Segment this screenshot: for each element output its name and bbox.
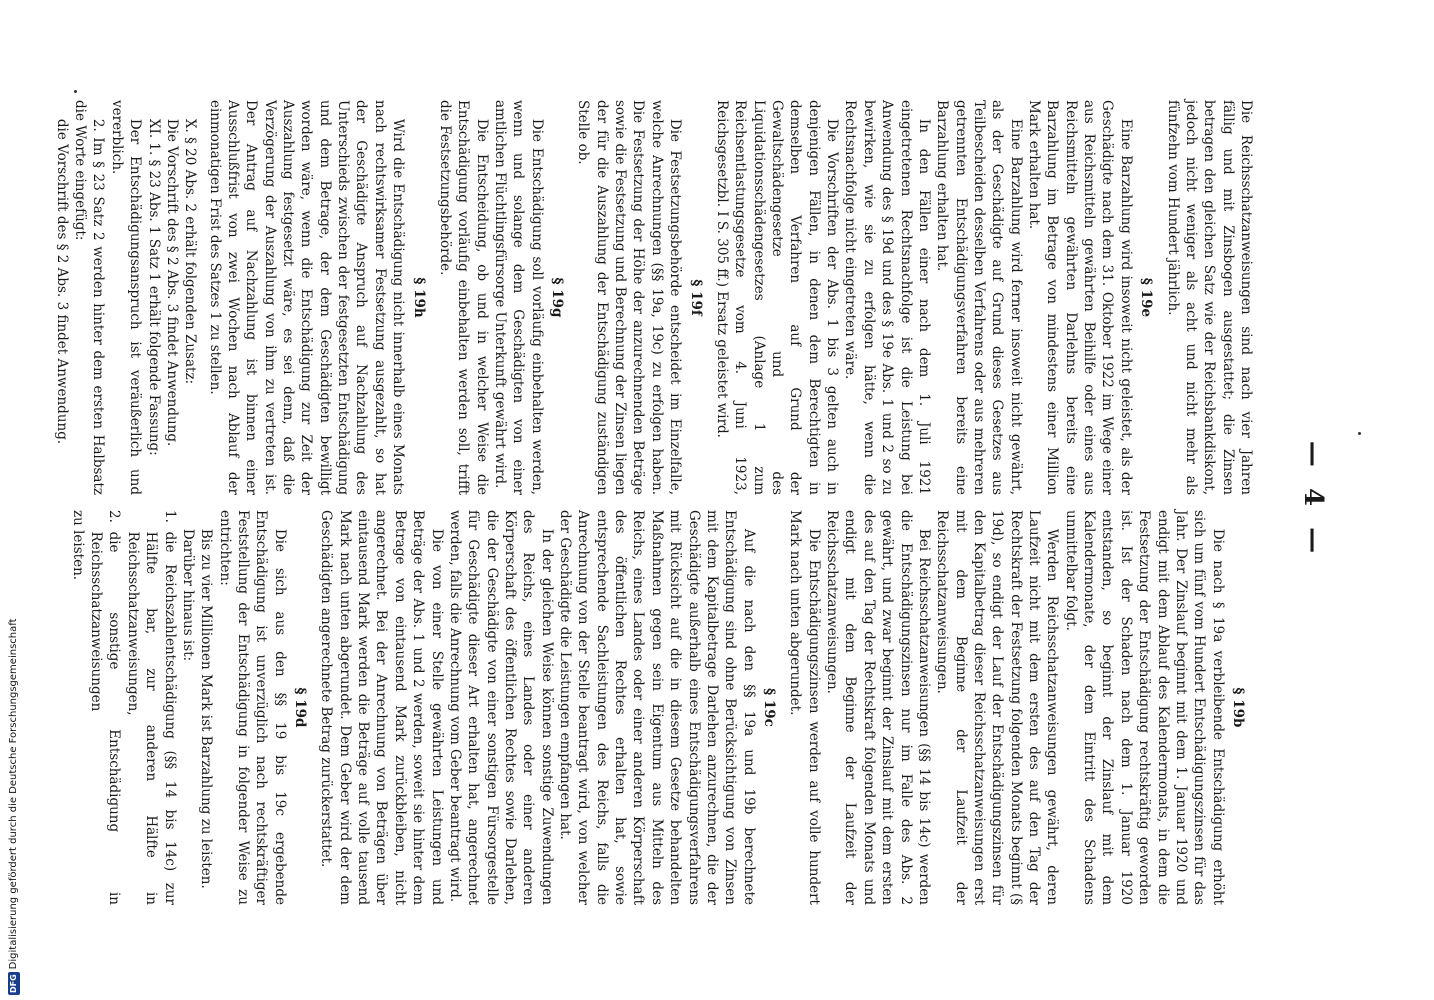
section-19b bbox=[786, 510, 1247, 905]
paragraph: Die nach § 19a verbleibende Entschädigung erhöht sich um fünf vom Hundert Entschädigungszinsen für das Jahr. Der Zinslauf beginnt mit dem 1. Januar 1920 und endigt mit dem Ablauf des Kalendermonats, in dem die Festsetzung der Entschädigung rechtskräftig geworden ist. Ist der Schaden nach dem 1. Januar 1920 entstanden, so beginnt der Zinslauf mit dem Kalendermonate, der dem Eintritt des Schadens unmittelbar folgt. bbox=[1062, 510, 1226, 905]
section-heading: § 19b bbox=[1230, 687, 1246, 728]
digitization-stamp bbox=[8, 605, 20, 995]
list-item-text: die Reichszahlentschädigung (§§ 14 bis 14c) zur Hälfte bar, zur anderen Hälfte in Reichsschatzanweisungen, bbox=[124, 531, 178, 905]
section-19c bbox=[317, 510, 778, 905]
amendment-line: Die Vorschrift des § 2 Abs. 3 findet Anwendung. bbox=[163, 118, 180, 447]
scan-speck bbox=[74, 90, 77, 93]
list-item-number: 2. bbox=[106, 510, 123, 523]
paragraph: Wird die Entschädigung nicht innerhalb eines Monats nach rechtswirksamer Festsetzung ausgezahlt, so hat der Geschädigte Anspruch auf Nachzahlung des Unterschieds zwischen der festgesetzten Entschädigung und dem Betrage, der dem Geschädigten bewilligt worden wäre, wenn die Entschädigung zur Zeit der Auszahlung festgesetzt wäre, es sei denn, daß die Verzögerung der Auszahlung von ihm zu vertreten ist. Der Antrag auf Nachzahlung ist binnen einer Ausschlußfrist von zwei Wochen nach Ablauf der einmonatigen Frist des Satzes 1 zu stellen. bbox=[206, 100, 407, 495]
amendment-line: Der Entschädigungsanspruch ist veräußerlich und vererblich. bbox=[108, 100, 144, 495]
paragraph: Die Entschädigungszinsen werden auf volle hundert Mark nach unten abgerundet. bbox=[787, 510, 822, 905]
amendment-line: X. § 20 Abs. 2 erhält folgenden Zusatz: bbox=[182, 118, 199, 385]
paragraph: Auf die nach den §§ 19a und 19b berechnete Entschädigung sind ohne Berücksichtigung von Zinsen mit dem Kapitalbetrage Darlehen anzurechnen, die der Geschädigte außerhalb eines Entschädigungsverfahrens mit Rücksicht auf die in diesem Gesetze behandelten Maßnahmen gegen sein Eigentum aus Mitteln des Reichs, eines Landes oder einer anderen Körperschaft des öffentlichen Rechtes erhalten hat, sowie entsprechende Sachleistungen des Reichs, falls die Anrechnung von der Stelle beantragt wird, von welcher der Geschädigte die Leistungen empfangen hat. bbox=[557, 510, 757, 905]
page-number: — 4 — bbox=[1298, 440, 1328, 560]
paragraph: Eine Barzahlung wird ferner insoweit nicht gewährt, als der Geschädigte auf Grund dieses Gesetzes aus Teilbescheiden desselben Verfahrens oder aus mehreren getrennten Entschädigungsverfahren bereits eine Barzahlung erhalten hat. bbox=[934, 100, 1024, 495]
paragraph: Die von einer Stelle gewährten Leistungen und Beträge der Abs. 1 und 2 werden, soweit sie hinter dem Betrage von eintausend Mark zurückbleiben, nicht angerechnet. Bei der Anrechnung von Beträgen über eintausend Mark werden die Beträge auf volle tausend Mark nach unten abgerundet. Dem Geber wird der dem Geschädigten angerechnete Betrag zurückerstattet. bbox=[318, 510, 445, 905]
stamp-text: Digitalisierung gefördert durch die Deutsche Forschungsgemeinschaft bbox=[8, 618, 19, 970]
rotated-page-content bbox=[53, 80, 1330, 920]
paragraph: Die Vorschriften der Abs. 1 bis 3 gelten auch in denjenigen Fällen, in denen dem Berechtigten in demselben Verfahren auf Grund der Gewaltschädengesetze und des Liquidationsschädengesetzes (Anlage 1 zum Reichsentlastungsgesetze vom 4. Juni 1923, Reichsgesetzbl. I S. 305 ff.) Ersatz geleistet wird. bbox=[713, 100, 841, 495]
paragraph: In den Fällen einer nach dem 1. Juli 1921 eingetretenen Rechtsnachfolge ist die Leistung bei Anwendung des § 19d und des § 19e Abs. 1 und 2 so zu bewirken, wie sie zu erfolgen hätte, wenn die Rechtsnachfolge nicht eingetreten wäre. bbox=[842, 100, 932, 495]
section-19e bbox=[713, 100, 1156, 495]
section-heading: § 19g bbox=[549, 277, 566, 318]
dfg-logo: DFG bbox=[9, 974, 18, 993]
left-column bbox=[62, 510, 1255, 905]
paragraph: zu leisten. bbox=[69, 510, 86, 581]
paragraph: Darüber hinaus ist: bbox=[179, 528, 196, 662]
right-column bbox=[46, 100, 1255, 495]
amendment-line: die Vorschrift des § 2 Abs. 3 findet Anwendung. bbox=[53, 118, 70, 445]
amendment-line: XI. 1. § 23 Abs. 1 Satz 1 erhält folgende Fassung: bbox=[145, 118, 162, 456]
paragraph: Die Entscheidung, ob und in welcher Weise die Entschädigung vorläufig einbehalten werden soll, trifft die Festsetzungsbehörde. bbox=[436, 100, 490, 495]
section-19f bbox=[574, 100, 705, 495]
amendment-line: 2. Im § 23 Satz 2 werden hinter dem ersten Halbsatz die Worte eingefügt: bbox=[72, 100, 107, 495]
paragraph: Bei Reichsschatzanweisungen (§§ 14 bis 14c) werden die Entschädigungszinsen nur im Falle des Abs. 2 gewährt, und zwar beginnt der Zinslauf mit dem ersten des auf den Tag der Rechtskraft folgenden Monats und endigt mit dem Beginne der Laufzeit der Reichsschatzanweisungen. bbox=[824, 510, 932, 905]
paragraph: Die sich aus den §§ 19 bis 19c ergebende Entschädigung ist unverzüglich nach rechtskräftiger Feststellung der Entschädigung in folgender Weise zu entrichten: bbox=[216, 510, 288, 905]
section-heading: § 19d bbox=[292, 687, 309, 728]
list-item bbox=[123, 510, 178, 905]
section-19g bbox=[436, 100, 567, 495]
paragraph: Bis zu vier Millionen Mark ist Barzahlung zu leisten. bbox=[198, 528, 215, 889]
amendments bbox=[52, 100, 199, 495]
list-item-number: 1. bbox=[161, 510, 178, 523]
paragraph: Eine Barzahlung wird insoweit nicht geleistet, als der Geschädigte nach dem 31. Oktober 1922 im Wege einer aus Reichsmitteln gewährten Beihilfe oder eines aus Reichsmitteln gewährten Darlehns bereits eine Barzahlung im Betrage von mindestens einer Million Mark erhalten hat. bbox=[1026, 100, 1134, 495]
section-19h bbox=[205, 100, 427, 495]
stamp-text-row bbox=[8, 605, 20, 995]
paragraph: Die Festsetzungsbehörde entscheidet im Einzelfalle, welche Anrechnungen (§§ 19a, 19c) zu erfolgen haben. Die Festsetzung der Höhe der anzurechnenden Beträge sowie die Festsetzung und Berechnung der Zinsen liegen der für die Auszahlung der Entschädigung zuständigen Stelle ob. bbox=[575, 100, 684, 495]
section-heading: § 19e bbox=[1138, 277, 1155, 318]
list-item-text: die sonstige Entschädigung in Reichsschatzanweisungen bbox=[88, 531, 123, 905]
section-heading: § 19c bbox=[761, 688, 778, 727]
section-19d bbox=[68, 510, 309, 905]
paragraph: Die Entschädigung soll vorläufig einbehalten werden, wenn und solange dem Geschädigten von einer amtlichen Flüchtlingsfürsorge Unterkunft gewährt wird. bbox=[491, 100, 545, 495]
paragraph: In der gleichen Weise können sonstige Zuwendungen des Reichs, eines Landes oder einer anderen Körperschaft des öffentlichen Rechtes sowie Darlehen, die der Geschädigte von einer sonstigen Fürsorgestelle für Geschädigte dieser Art erhalten hat, angerechnet werden, falls die Anrechnung vom Geber beantragt wird. bbox=[446, 510, 555, 905]
paragraph: Die Reichsschatzanweisungen sind nach vier Jahren fällig und mit Zinsbogen ausgestattet; die Zinsen betragen den gleichen Satz wie der Reichsbankdiskont, jedoch nicht weniger als acht und nicht mehr als fünfzehn vom Hundert jährlich. bbox=[1164, 100, 1254, 495]
list-item bbox=[87, 510, 124, 905]
scan-speck bbox=[1358, 432, 1361, 435]
section-heading: § 19h bbox=[410, 277, 427, 318]
paragraph: Werden Reichsschatzanweisungen gewährt, deren Laufzeit nicht mit dem ersten des auf den Tag der Rechtskraft der Festsetzung folgenden Monats beginnt (§ 19d), so endigt der Lauf der Entschädigungszinsen für den Kapitalbetrag dieser Reichsschatzanweisungen erst mit dem Beginne der Laufzeit der Reichsschatzanweisungen. bbox=[934, 510, 1061, 905]
section-heading: § 19f bbox=[687, 279, 704, 316]
